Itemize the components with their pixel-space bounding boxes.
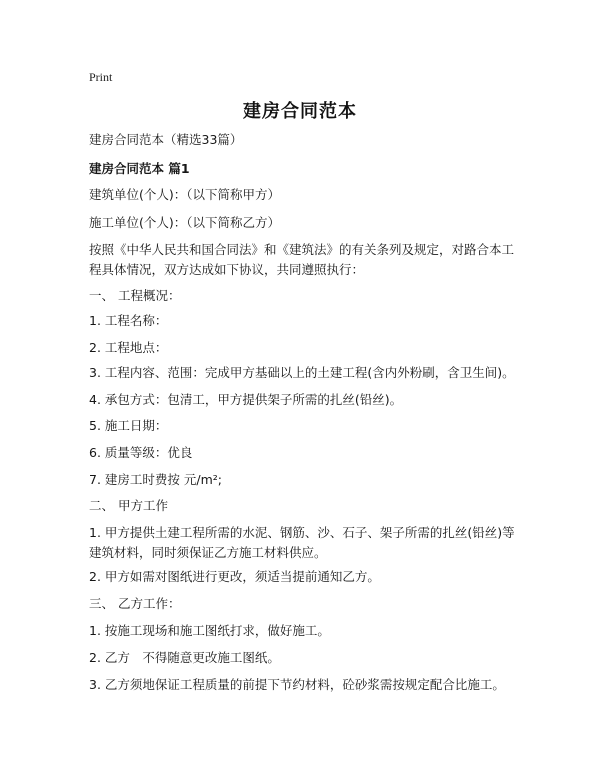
item-contract-method: 4. 承包方式：包清工，甲方提供架子所需的扎丝(铅丝)。: [89, 392, 403, 407]
paragraph-contractor-party: 施工单位(个人)：（以下简称乙方）: [89, 215, 281, 230]
item-party-b-no-changes: 2. 乙方 不得随意更改施工图纸。: [89, 650, 280, 665]
item-labor-fee: 7. 建房工时费按 元/m²;: [89, 472, 222, 487]
item-party-b-construction: 1. 按施工现场和施工图纸打求，做好施工。: [89, 623, 330, 638]
heading-party-a-work: 二、 甲方工作: [89, 498, 168, 513]
paragraph-builder-party: 建筑单位(个人)：（以下简称甲方）: [89, 187, 281, 202]
item-project-scope: 3. 工程内容、范围：完成甲方基础以上的土建工程(含内外粉刷，含卫生间)。: [89, 365, 515, 380]
section-heading: 建房合同范本 篇1: [89, 161, 190, 176]
item-construction-date: 5. 施工日期：: [89, 418, 168, 433]
document-subtitle: 建房合同范本（精选33篇）: [89, 132, 243, 147]
print-label: Print: [89, 70, 113, 84]
heading-project-overview: 一、 工程概况：: [89, 288, 181, 303]
page-title: 建房合同范本: [243, 101, 357, 122]
item-party-a-materials: 1. 甲方提供土建工程所需的水泥、钢筋、沙、石子、架子所需的扎丝(铅丝)等建筑材料，同时须保证乙方施工材料供应。: [89, 525, 515, 560]
paragraph-preamble: 按照《中华人民共和国合同法》和《建筑法》的有关条列及规定，对路合本工程具体情况，双方达成如下协议，共同遵照执行：: [89, 242, 515, 277]
item-quality-level: 6. 质量等级：优良: [89, 445, 193, 460]
item-project-location: 2. 工程地点：: [89, 340, 168, 355]
item-project-name: 1. 工程名称：: [89, 313, 168, 328]
heading-party-b-work: 三、 乙方工作：: [89, 596, 181, 611]
item-party-b-quality: 3. 乙方须地保证工程质量的前提下节约材料，砼砂浆需按规定配合比施工。: [89, 677, 505, 692]
item-party-a-drawing-change: 2. 甲方如需对图纸进行更改，须适当提前通知乙方。: [89, 569, 380, 584]
